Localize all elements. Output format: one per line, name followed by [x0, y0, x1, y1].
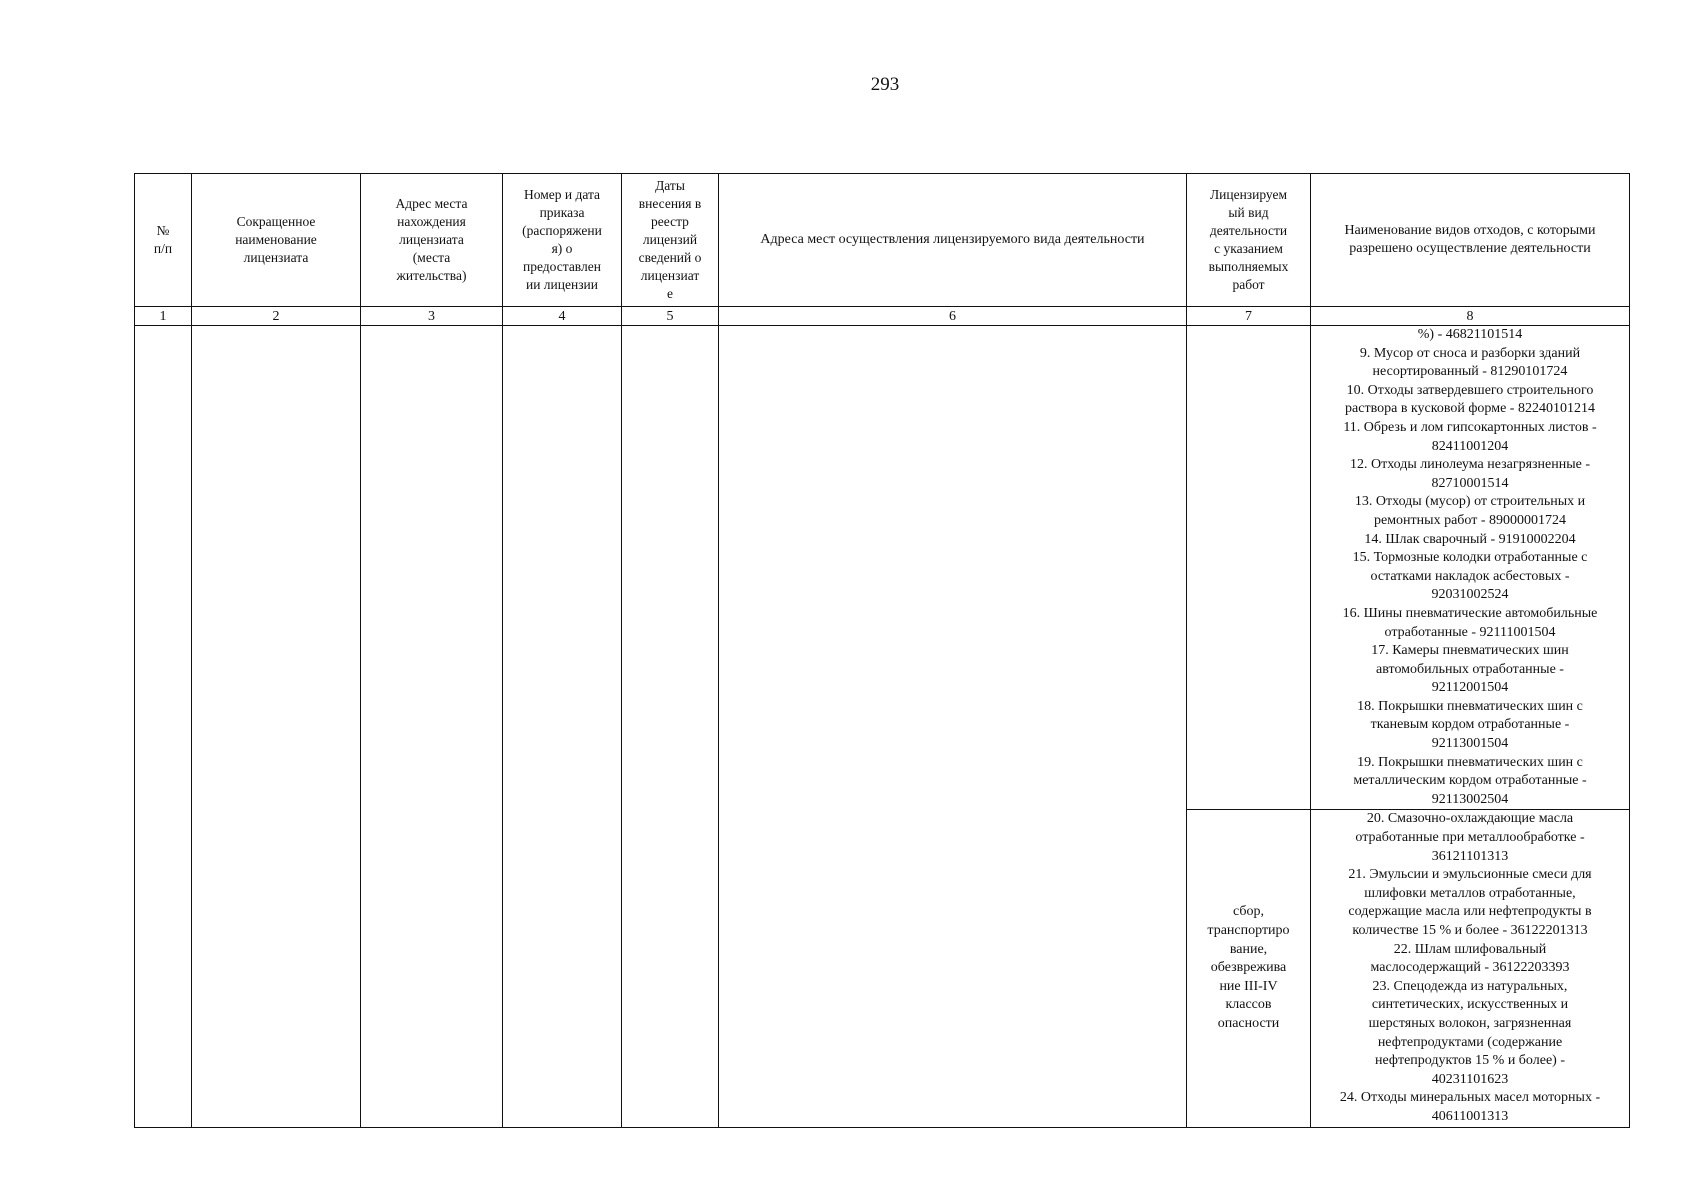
header-waste-types — [1311, 174, 1630, 307]
text-line: Наименование видов отходов, с которыми — [1344, 223, 1596, 238]
text-line: транспортиро — [1207, 923, 1290, 938]
waste-line: 20. Смазочно-охлаждающие масла — [1366, 811, 1574, 827]
cell-licensee-name — [192, 326, 361, 1128]
text-line: Лицензируем — [1209, 187, 1288, 202]
waste-line: отработанные при металлообработке - — [1355, 830, 1585, 846]
waste-line: тканевым кордом отработанные - — [1370, 717, 1570, 733]
waste-line: 11. Обрезь и лом гипсокартонных листов - — [1343, 419, 1597, 435]
header-licensee-address — [361, 174, 503, 307]
waste-line: 82411001204 — [1431, 438, 1509, 454]
waste-line: 23. Спецодежда из натуральных, — [1372, 978, 1568, 994]
waste-line: 36121101313 — [1431, 848, 1509, 864]
page-number: 293 — [870, 74, 900, 95]
text-line: Номер и дата — [523, 187, 601, 202]
text-line: приказа — [539, 205, 585, 220]
text-line: лицензиат — [640, 268, 700, 283]
waste-line: маслосодержащий - 36122203393 — [1370, 960, 1570, 976]
waste-line: остатками накладок асбестовых - — [1370, 568, 1570, 584]
text-line: опасности — [1217, 1015, 1280, 1031]
waste-line: ремонтных работ - 89000001724 — [1373, 512, 1566, 528]
waste-line: 15. Тормозные колодки отработанные с — [1352, 550, 1588, 566]
text-line: работ — [1232, 277, 1265, 292]
text-line: разрешено осуществление деятельности — [1349, 241, 1591, 256]
waste-line: синтетических, искусственных и — [1371, 997, 1569, 1013]
waste-line: 16. Шины пневматические автомобильные — [1342, 605, 1598, 621]
waste-line: 40231101623 — [1431, 1071, 1509, 1087]
header-activity-addresses — [719, 174, 1187, 307]
header-registry-dates — [622, 174, 719, 307]
text-line: Адрес места — [395, 196, 468, 211]
text-line: ии лицензии — [525, 277, 598, 292]
text-line: лицензий — [642, 232, 698, 247]
waste-line: нефтепродуктами (содержание — [1377, 1034, 1563, 1050]
text-line: ый вид — [1228, 205, 1269, 220]
waste-line: 14. Шлак сварочный - 91910002204 — [1364, 531, 1576, 547]
cell-number — [135, 326, 192, 1128]
waste-line: содержащие масла или нефтепродукты в — [1348, 904, 1592, 920]
waste-line: 13. Отходы (мусор) от строительных и — [1354, 494, 1586, 510]
text-line: Адреса мест осуществления лицензируемого вида деятельности — [760, 232, 1145, 247]
text-line: внесения в — [638, 196, 702, 211]
text-line: сведений о — [638, 250, 702, 265]
column-number: 2 — [192, 307, 361, 326]
column-number: 7 — [1187, 307, 1311, 326]
text-line: я) о — [551, 241, 573, 256]
header-licensee-name — [192, 174, 361, 307]
cell-licensed-activity — [1187, 810, 1311, 1127]
text-line: выполняемых — [1208, 259, 1289, 274]
waste-line: 21. Эмульсии и эмульсионные смеси для — [1348, 867, 1592, 883]
waste-line: 19. Покрышки пневматических шин с — [1357, 754, 1583, 770]
column-number: 5 — [622, 307, 719, 326]
text-line: жительства) — [396, 268, 467, 283]
cell-waste-types — [1311, 810, 1630, 1127]
text-line: предоставлен — [523, 259, 601, 274]
header-order-number-date — [503, 174, 622, 307]
waste-line: 92031002524 — [1431, 587, 1509, 603]
column-number: 1 — [135, 307, 192, 326]
column-number: 6 — [719, 307, 1187, 326]
waste-line: 17. Камеры пневматических шин — [1371, 643, 1569, 659]
waste-line: 24. Отходы минеральных масел моторных - — [1339, 1090, 1601, 1106]
text-line: (места — [412, 250, 451, 265]
column-number: 8 — [1311, 307, 1630, 326]
cell-activity-addresses — [719, 326, 1187, 1128]
text-line: ние III-IV — [1219, 978, 1278, 994]
text-line: с указанием — [1214, 241, 1283, 256]
waste-line: %) - 46821101514 — [1417, 327, 1523, 342]
text-line: лицензиата — [399, 232, 464, 247]
waste-line: 12. Отходы линолеума незагрязненные - — [1349, 457, 1591, 473]
text-line: № — [156, 223, 170, 238]
waste-line: металлическим кордом отработанные - — [1353, 773, 1587, 789]
text-line: Сокращенное — [236, 214, 316, 229]
header-row — [135, 174, 1630, 307]
column-number: 3 — [361, 307, 503, 326]
text-line: реестр — [651, 214, 689, 229]
column-number-row — [135, 307, 1630, 326]
text-line: п/п — [153, 241, 173, 256]
waste-line: 10. Отходы затвердевшего строительного — [1346, 382, 1594, 398]
waste-line: количестве 15 % и более - 36122201313 — [1352, 923, 1588, 938]
waste-line: 82710001514 — [1431, 475, 1509, 491]
waste-line: автомобильных отработанные - — [1376, 661, 1564, 677]
waste-line: 92112001504 — [1431, 680, 1509, 696]
waste-line: нефтепродуктов 15 % и более) - — [1375, 1053, 1565, 1069]
header-licensed-activity — [1187, 174, 1311, 307]
waste-line: 9. Мусор от сноса и разборки зданий — [1359, 345, 1581, 361]
waste-line: 92113001504 — [1431, 736, 1509, 752]
column-number: 4 — [503, 307, 622, 326]
waste-line: 92113002504 — [1431, 791, 1509, 807]
waste-line: 22. Шлам шлифовальный — [1393, 941, 1547, 957]
text-line: лицензиата — [243, 250, 309, 265]
cell-registry-dates — [622, 326, 719, 1128]
table-row — [135, 326, 1630, 810]
waste-line: 40611001313 — [1431, 1108, 1509, 1124]
text-line: (распоряжени — [522, 223, 602, 238]
waste-line: шерстяных волокон, загрязненная — [1368, 1015, 1572, 1031]
text-line: сбор, — [1232, 904, 1264, 920]
text-line: наименование — [235, 232, 317, 247]
cell-licensee-address — [361, 326, 503, 1128]
waste-line: отработанные - 92111001504 — [1384, 624, 1556, 640]
cell-order-number-date — [503, 326, 622, 1128]
waste-line: раствора в кусковой форме - 82240101214 — [1345, 401, 1595, 417]
text-line: классов — [1225, 997, 1272, 1013]
header-number — [135, 174, 192, 307]
cell-licensed-activity — [1187, 326, 1311, 810]
text-line: вание, — [1229, 941, 1268, 957]
text-line: Даты — [655, 178, 685, 193]
text-line: нахождения — [397, 214, 466, 229]
cell-waste-types — [1311, 326, 1630, 810]
license-registry-table — [134, 173, 1630, 1128]
waste-line: несортированный - 81290101724 — [1372, 364, 1568, 380]
text-line: е — [667, 286, 673, 301]
waste-line: шлифовки металлов отработанные, — [1364, 885, 1576, 901]
text-line: деятельности — [1209, 223, 1288, 238]
text-line: обезврежива — [1210, 960, 1287, 976]
waste-line: 18. Покрышки пневматических шин с — [1357, 698, 1583, 714]
